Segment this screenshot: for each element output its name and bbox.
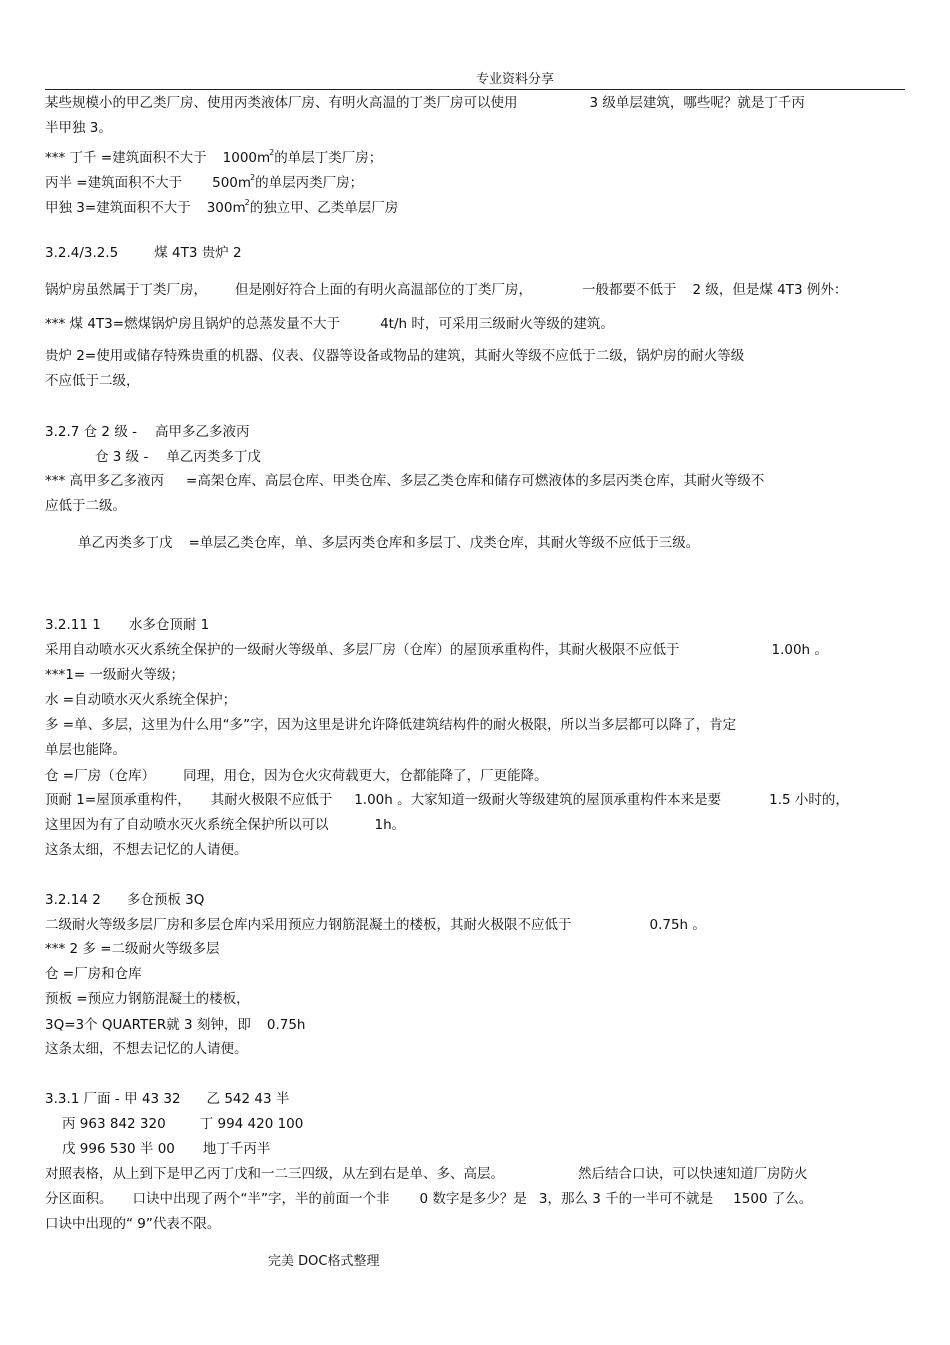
text: 300m [206, 200, 246, 216]
s3214-line-1 [45, 916, 706, 934]
text: 单乙丙类多丁戊 [78, 535, 173, 551]
intro-line-4 [45, 169, 363, 192]
intro-line-1 [45, 94, 805, 112]
s327-line-4: 应低于二级。 [45, 498, 126, 514]
s327-line-5 [78, 534, 699, 552]
intro-line-2: 半甲独 3。 [45, 120, 112, 136]
text: 0.75h [266, 1017, 306, 1033]
text: 二级耐火等级多层厂房和多层仓库内采用预应力钢筋混凝土的楼板，其耐火极限不应低于 [45, 917, 572, 933]
section-title-3-2-14 [45, 891, 204, 909]
text: 仓 3 级 - [95, 449, 149, 465]
text: 地丁千丙半 [202, 1141, 271, 1157]
text: 丙半 =建筑面积不大于 [45, 175, 183, 191]
text: *** 丁千 =建筑面积不大于 [45, 150, 207, 166]
s331-line-5 [45, 1190, 812, 1208]
s3211-line-4: 多 =单、多层，这里为什么用“多”字，因为这里是讲允许降低建筑结构件的耐火极限，所以当多层都可以降了，肯定 [45, 717, 737, 733]
s324-line-1 [45, 281, 847, 299]
s3211-line-2: ***1= 一级耐火等级； [45, 667, 184, 683]
text: 1.5 小时的， [769, 792, 849, 808]
text: 3.2.4/3.2.5 [45, 245, 119, 261]
text: *** 煤 4T3=燃煤锅炉房且锅炉的总蒸发量不大于 [45, 316, 341, 332]
text: 3Q=3个 QUARTER就 3 刻钟，即 [45, 1017, 251, 1033]
text: 2 级，但是煤 4T3 例外： [692, 282, 848, 298]
page-footer: 完美 DOC格式整理 [268, 1254, 380, 1269]
text: =单层乙类仓库，单、多层丙类仓库和多层丁、戊类仓库，其耐火等级不应低于三级。 [188, 535, 700, 551]
section-title-3-3-1 [45, 1090, 289, 1108]
page-header: 专业资料分享 [475, 72, 554, 87]
text: 多仓预板 3Q [126, 892, 205, 908]
s327-line-2 [95, 448, 261, 466]
s3211-line-3: 水 =自动喷水灭火系统全保护； [45, 692, 237, 708]
text: 0 数字是多少？是 [419, 1191, 527, 1207]
text: 分区面积。 [45, 1191, 113, 1207]
s327-line-3 [45, 472, 764, 490]
intro-line-3 [45, 144, 382, 167]
text: =高架仓库、高层仓库、甲类仓库、多层乙类仓库和储存可燃液体的多层丙类仓库，其耐火等级不 [186, 473, 765, 489]
s3211-line-1 [45, 641, 828, 659]
text: 顶耐 1=屋顶承重构件， [45, 792, 191, 808]
intro-line-5 [45, 194, 398, 217]
text: 煤 4T3 贵炉 2 [154, 245, 242, 261]
s3211-line-8 [45, 816, 405, 834]
s324-line-3: 贵炉 2=使用或储存特殊贵重的机器、仪表、仪器等设备或物品的建筑，其耐火等级不应低于二级，锅炉房的耐火等级 [45, 348, 745, 364]
text: 乙 542 43 半 [206, 1091, 290, 1107]
text: 3.2.11 1 [45, 617, 101, 633]
s331-line-4 [45, 1165, 808, 1183]
s331-line-6: 口诀中出现的“ 9”代表不限。 [45, 1216, 221, 1232]
text: 0.75h 。 [649, 917, 706, 933]
s331-line-3 [62, 1140, 270, 1158]
s3211-line-7 [45, 791, 849, 809]
text: 这里因为有了自动喷水灭火系统全保护所以可以 [45, 817, 329, 833]
superscript: 2 [244, 198, 250, 207]
text: 锅炉房虽然属于丁类厂房， [45, 282, 207, 298]
text: 口诀中出现了两个“半”字，半的前面一个非 [132, 1191, 390, 1207]
text: 3.2.14 2 [45, 892, 101, 908]
text: 的单层丙类厂房； [255, 175, 364, 191]
text: 其耐火极限不应低于 [210, 792, 333, 808]
text: 采用自动喷水灭火系统全保护的一级耐火等级单、多层厂房（仓库）的屋顶承重构件，其耐火极限不应低于 [45, 642, 680, 658]
text: 的独立甲、乙类单层厂房 [249, 200, 399, 216]
s3211-line-9: 这条太细，不想去记忆的人请便。 [45, 842, 248, 858]
section-title-3-2-4 [45, 244, 242, 262]
text: 对照表格，从上到下是甲乙丙丁戊和一二三四级，从左到右是单、多、高层。 [45, 1166, 504, 1182]
text: 1500 了么。 [733, 1191, 813, 1207]
text: 高甲多乙多液丙 [154, 424, 250, 440]
text: 一般都要不低于 [582, 282, 677, 298]
superscript: 2 [269, 148, 275, 157]
s3214-line-6: 这条太细，不想去记忆的人请便。 [45, 1041, 248, 1057]
s3214-line-5 [45, 1016, 306, 1034]
header-rule [45, 89, 905, 90]
text: 1.00h 。大家知道一级耐火等级建筑的屋顶承重构件本来是要 [354, 792, 722, 808]
text: 500m [212, 175, 252, 191]
text: 1.00h 。 [771, 642, 828, 658]
text: 仓 =厂房（仓库） [45, 768, 156, 784]
s324-line-2 [45, 315, 614, 333]
text: *** 高甲多乙多液丙 [45, 473, 165, 489]
text: 甲独 3=建筑面积不大于 [45, 200, 191, 216]
s3211-line-6 [45, 767, 548, 785]
s3214-line-2: *** 2 多 =二级耐火等级多层 [45, 941, 220, 957]
s324-line-4: 不应低于二级， [45, 373, 140, 389]
section-title-3-2-11 [45, 616, 209, 634]
superscript: 2 [250, 173, 256, 182]
text: 然后结合口诀，可以快速知道厂房防火 [578, 1166, 808, 1182]
text: 3，那么 3 千的一半可不就是 [538, 1191, 714, 1207]
text: 单乙丙类多丁戊 [166, 449, 261, 465]
text: 的单层丁类厂房； [274, 150, 383, 166]
text: 丁 994 420 100 [199, 1116, 304, 1132]
s3214-line-3: 仓 =厂房和仓库 [45, 966, 142, 982]
s331-line-2 [62, 1115, 303, 1133]
text: 4t/h 时，可采用三级耐火等级的建筑。 [380, 316, 614, 332]
text: 某些规模小的甲乙类厂房、使用丙类液体厂房、有明火高温的丁类厂房可以使用 [45, 95, 518, 111]
text: 1h。 [374, 817, 406, 833]
s3214-line-4: 预板 =预应力钢筋混凝土的楼板， [45, 991, 250, 1007]
text: 3.3.1 厂面 - 甲 43 32 [45, 1091, 181, 1107]
text: 水多仓顶耐 1 [128, 617, 210, 633]
text: 但是刚好符合上面的有明火高温部位的丁类厂房， [235, 282, 532, 298]
text: 丙 963 842 320 [62, 1116, 166, 1132]
text: 戊 996 530 半 00 [62, 1141, 175, 1157]
s3211-line-5: 单层也能降。 [45, 742, 126, 758]
text: 3.2.7 仓 2 级 - [45, 424, 137, 440]
text: 3 级单层建筑，哪些呢？就是丁千丙 [589, 95, 805, 111]
text: 同理，用仓，因为仓火灾荷载更大，仓都能降了，厂更能降。 [183, 768, 548, 784]
text: 1000m [222, 150, 271, 166]
section-title-3-2-7 [45, 423, 249, 441]
